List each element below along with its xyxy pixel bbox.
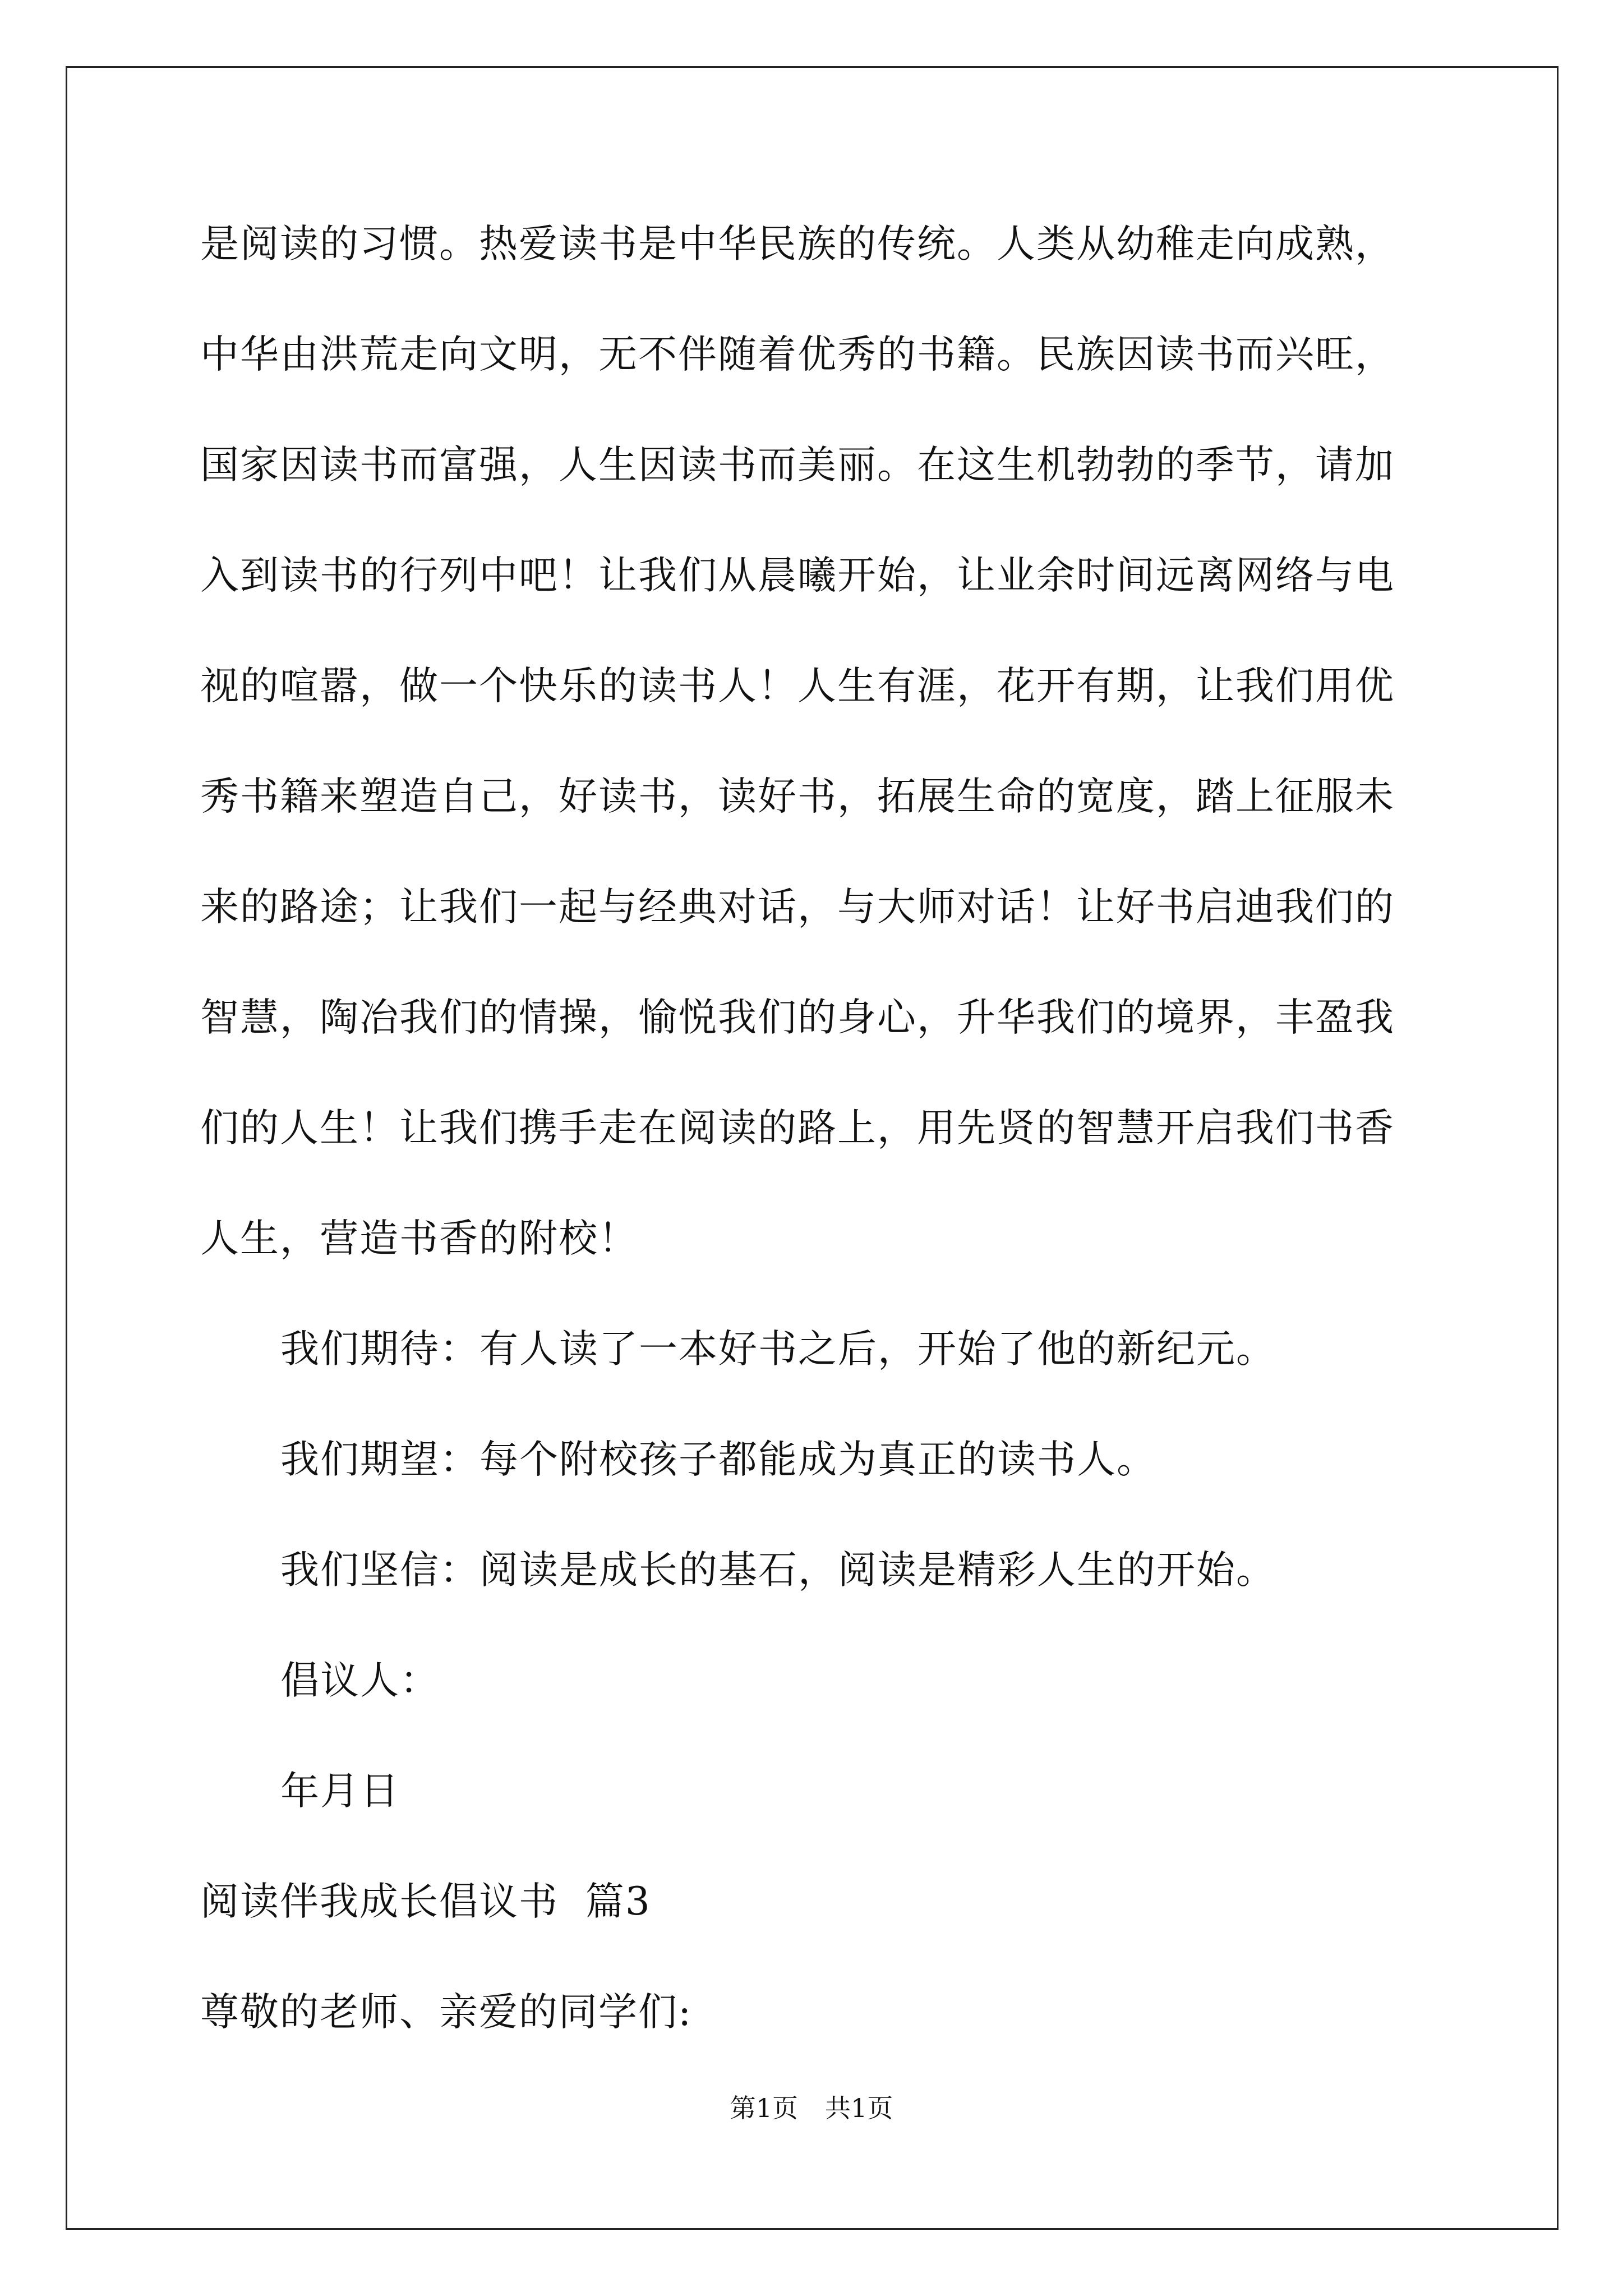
body-line-6: 秀书籍来塑造自己，好读书，读好书，拓展生命的宽度，踏上征服未 (200, 774, 1395, 819)
body-line-1: 是阅读的习惯。热爱读书是中华民族的传统。人类从幼稚走向成熟， (200, 222, 1395, 266)
body-line-3: 国家因读书而富强，人生因读书而美丽。在这生机勃勃的季节，请加 (200, 443, 1395, 487)
body-line-7: 来的路途；让我们一起与经典对话，与大师对话！让好书启迪我们的 (200, 885, 1395, 930)
page-total: 共1页 (825, 2093, 893, 2123)
section-title: 阅读伴我成长倡议书 篇3 (200, 1879, 651, 1924)
body-line-10: 人生，营造书香的附校！ (200, 1216, 638, 1261)
page-number: 第1页 (730, 2093, 798, 2123)
salutation: 尊敬的老师、亲爱的同学们: (200, 1990, 693, 2035)
hope-line: 我们期望：每个附校孩子都能成为真正的读书人。 (280, 1437, 1156, 1482)
body-line-9: 们的人生！让我们携手走在阅读的路上，用先贤的智慧开启我们书香 (200, 1106, 1395, 1151)
date-line: 年月日 (280, 1769, 400, 1814)
body-line-2: 中华由洪荒走向文明，无不伴随着优秀的书籍。民族因读书而兴旺， (200, 332, 1395, 377)
body-line-4: 入到读书的行列中吧！让我们从晨曦开始，让业余时间远离网络与电 (200, 553, 1395, 598)
page-footer (0, 2091, 1623, 2125)
body-line-5: 视的喧嚣，做一个快乐的读书人！人生有涯，花开有期，让我们用优 (200, 664, 1395, 708)
expectation-line: 我们期待：有人读了一本好书之后，开始了他的新纪元。 (280, 1327, 1276, 1372)
proposer-line: 倡议人： (280, 1658, 440, 1703)
belief-line: 我们坚信：阅读是成长的基石，阅读是精彩人生的开始。 (280, 1548, 1276, 1593)
body-line-8: 智慧，陶冶我们的情操，愉悦我们的身心，升华我们的境界，丰盈我 (200, 995, 1395, 1040)
